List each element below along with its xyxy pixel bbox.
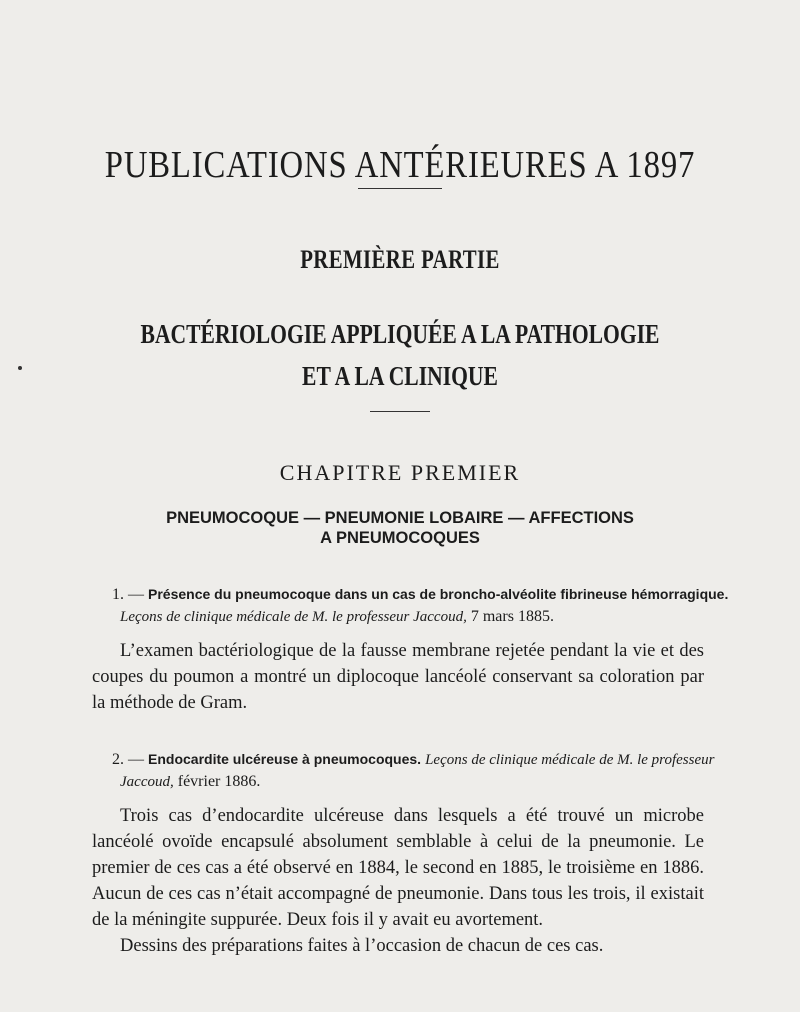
entry-2-source: Leçons de clinique médicale de M. le professeur Jaccoud, (120, 752, 715, 790)
entry-1-paragraph: L’examen bactériologique de la fausse membrane rejetée pendant la vie et des coupes du poumon a montré un diplocoque lancéolé conservant sa coloration par la méthode de Gram. (92, 641, 704, 713)
entry-1-source: Leçons de clinique médicale de M. le professeur Jaccoud, (120, 609, 467, 625)
chapter-subject-line2: A PNEUMOCOQUES (320, 529, 480, 547)
entry-1-heading (92, 583, 740, 628)
entry-2-title: Endocardite ulcéreuse à pneumocoques. (148, 751, 422, 767)
speck-mark (18, 366, 22, 370)
entry-1-number: 1. — (112, 586, 144, 603)
section-heading-line2: ET A LA CLINIQUE (302, 361, 498, 391)
section-rule (370, 411, 430, 412)
section-heading-line1: BACTÉRIOLOGIE APPLIQUÉE A LA PATHOLOGIE (140, 319, 660, 349)
chapter-heading: CHAPITRE PREMIER (279, 460, 521, 485)
part-heading: PREMIÈRE PARTIE (300, 245, 500, 274)
entry-2-paragraph: Trois cas d’endocardite ulcéreuse dans lesquels a été trouvé un microbe lancéolé ovoïde encapsulé absolument semblable à celui de la pneumonie. Le premier de ces cas a été observé en 1884, le second en 1885, le troisième en 1886. Aucun de ces cas n’était accompagné de pneumonie. Dans tous les trois, il existait de la méningite suppurée. Deux fois il y avait eu avortement. (92, 806, 704, 930)
entry-2-paragraph-2: Dessins des préparations faites à l’occasion de chacun de ces cas. (120, 936, 604, 956)
chapter-subject-line1: PNEUMOCOQUE — PNEUMONIE LOBAIRE — AFFECTIONS (166, 509, 634, 527)
entry-1-title: Présence du pneumocoque dans un cas de broncho-alvéolite fibrineuse hémorragique. (148, 586, 729, 602)
entry-2-date: février 1886. (177, 773, 261, 790)
chapter-subject (0, 508, 800, 548)
title-rule (358, 188, 442, 189)
entry-1-date: 7 mars 1885. (470, 608, 554, 625)
entry-2-body (92, 803, 704, 959)
section-heading (80, 313, 720, 397)
entry-2-heading (92, 748, 740, 793)
main-title: PUBLICATIONS ANTÉRIEURES A 1897 (104, 144, 696, 187)
entry-2-number: 2. — (112, 751, 144, 768)
entry-1-body (92, 638, 704, 716)
